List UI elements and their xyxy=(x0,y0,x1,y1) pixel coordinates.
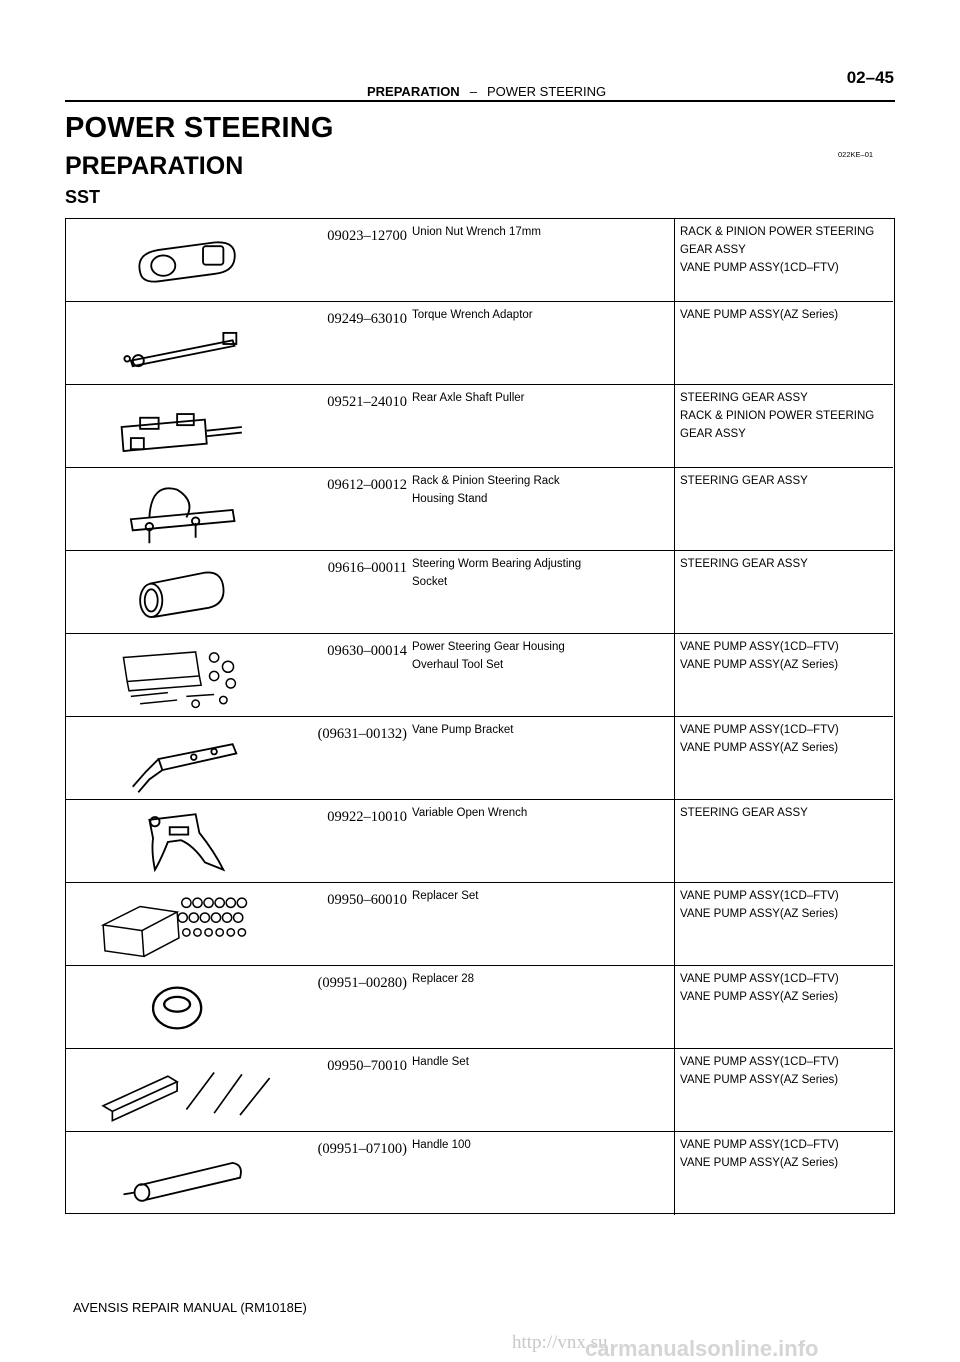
tool-usage xyxy=(680,1053,890,1089)
axle-shaft-puller-icon xyxy=(76,390,306,464)
tool-usage-line: VANE PUMP ASSY(1CD–FTV) xyxy=(680,1139,839,1151)
tool-usage xyxy=(680,721,890,757)
page-number: 02–45 xyxy=(846,68,894,87)
part-number: (09951–07100) xyxy=(317,1141,407,1157)
part-number: 09521–24010 xyxy=(327,394,407,410)
tool-name xyxy=(412,721,667,739)
tool-usage xyxy=(680,223,890,277)
tool-usage xyxy=(680,306,890,324)
tool-usage-line: VANE PUMP ASSY(AZ Series) xyxy=(680,742,839,754)
table-row xyxy=(66,385,893,468)
tool-usage-line: GEAR ASSY xyxy=(680,244,746,256)
part-number: 09922–10010 xyxy=(327,809,407,825)
tool-name-line: Rear Axle Shaft Puller xyxy=(412,392,525,404)
column-divider xyxy=(674,634,675,716)
part-number: 09249–63010 xyxy=(327,311,407,327)
table-row xyxy=(66,717,893,800)
tool-name-line: Torque Wrench Adaptor xyxy=(412,309,533,321)
replacer-ring-icon xyxy=(76,971,306,1045)
overhaul-tool-set-icon xyxy=(76,639,306,713)
tool-name xyxy=(412,887,667,905)
replacer-set-icon xyxy=(76,888,306,962)
section-title: PREPARATION xyxy=(65,152,244,180)
column-divider xyxy=(674,966,675,1048)
tool-name-line: Variable Open Wrench xyxy=(412,807,528,819)
table-row xyxy=(66,219,893,302)
column-divider xyxy=(674,385,675,467)
tool-name xyxy=(412,472,667,508)
tool-usage-line: GEAR ASSY xyxy=(680,428,746,440)
tool-usage-line: STEERING GEAR ASSY xyxy=(680,807,808,819)
table-row xyxy=(66,468,893,551)
header-rule xyxy=(65,100,895,102)
tool-name xyxy=(412,223,667,241)
tool-usage-line: VANE PUMP ASSY(1CD–FTV) xyxy=(680,262,839,274)
tool-usage-line: VANE PUMP ASSY(1CD–FTV) xyxy=(680,724,839,736)
tool-usage-line: VANE PUMP ASSY(AZ Series) xyxy=(680,1074,839,1086)
handle-set-icon xyxy=(76,1054,306,1128)
table-row xyxy=(66,302,893,385)
table-row xyxy=(66,1049,893,1132)
tool-name xyxy=(412,638,667,674)
tool-name xyxy=(412,389,667,407)
tool-usage-line: STEERING GEAR ASSY xyxy=(680,475,808,487)
part-number: 09950–70010 xyxy=(327,1058,407,1074)
table-row xyxy=(66,551,893,634)
tool-usage xyxy=(680,887,890,923)
footer-manual: AVENSIS REPAIR MANUAL (RM1018E) xyxy=(73,1300,307,1315)
tool-name-line: Handle Set xyxy=(412,1056,469,1068)
tool-name-line: Replacer Set xyxy=(412,890,479,902)
header-section: PREPARATION xyxy=(367,84,460,99)
open-wrench-icon xyxy=(76,805,306,879)
tool-usage-line: VANE PUMP ASSY(1CD–FTV) xyxy=(680,641,839,653)
tool-name xyxy=(412,555,667,591)
pump-bracket-icon xyxy=(76,722,306,796)
tool-name-line: Replacer 28 xyxy=(412,973,475,985)
tool-usage-line: STEERING GEAR ASSY xyxy=(680,558,808,570)
tool-name-line: Union Nut Wrench 17mm xyxy=(412,226,541,238)
tool-usage-line: VANE PUMP ASSY(AZ Series) xyxy=(680,908,839,920)
tool-name-line: Vane Pump Bracket xyxy=(412,724,514,736)
doc-code: 022KE–01 xyxy=(838,150,874,159)
watermark-left: http://vnx.su xyxy=(512,1332,608,1353)
tool-usage-line: VANE PUMP ASSY(AZ Series) xyxy=(680,309,839,321)
union-nut-wrench-icon xyxy=(76,224,306,298)
tool-name xyxy=(412,306,667,324)
table-row xyxy=(66,966,893,1049)
housing-stand-icon xyxy=(76,473,306,547)
header-separator: – xyxy=(469,84,477,99)
tool-usage-line: RACK & PINION POWER STEERING xyxy=(680,226,875,238)
part-number: 09630–00014 xyxy=(327,643,407,659)
tool-usage-line: VANE PUMP ASSY(1CD–FTV) xyxy=(680,1056,839,1068)
column-divider xyxy=(674,219,675,301)
tool-usage xyxy=(680,389,890,443)
part-number: 09950–60010 xyxy=(327,892,407,908)
category-title: SST xyxy=(65,187,101,207)
column-divider xyxy=(674,883,675,965)
watermark-right: carmanualsonline.info xyxy=(585,1336,819,1361)
table-row xyxy=(66,634,893,717)
tool-usage-line: VANE PUMP ASSY(AZ Series) xyxy=(680,659,839,671)
column-divider xyxy=(674,551,675,633)
tool-usage xyxy=(680,804,890,822)
tool-name-line: Housing Stand xyxy=(412,493,488,505)
tool-usage-line: VANE PUMP ASSY(AZ Series) xyxy=(680,991,839,1003)
tool-name xyxy=(412,970,667,988)
tool-usage xyxy=(680,555,890,573)
table-row xyxy=(66,800,893,883)
column-divider xyxy=(674,717,675,799)
sst-table xyxy=(65,218,895,1214)
column-divider xyxy=(674,1049,675,1131)
torque-wrench-adaptor-icon xyxy=(76,307,306,381)
header-subsection: POWER STEERING xyxy=(486,84,607,99)
handle-icon xyxy=(76,1137,306,1211)
tool-name-line: Socket xyxy=(412,576,448,588)
table-row xyxy=(66,883,893,966)
tool-usage xyxy=(680,970,890,1006)
column-divider xyxy=(674,800,675,882)
running-head xyxy=(367,84,606,99)
part-number: 09616–00011 xyxy=(327,560,407,576)
part-number: 09023–12700 xyxy=(327,228,407,244)
tool-usage-line: VANE PUMP ASSY(1CD–FTV) xyxy=(680,890,839,902)
page-title: POWER STEERING xyxy=(65,112,334,144)
tool-name-line: Power Steering Gear Housing xyxy=(412,641,565,653)
tool-usage xyxy=(680,1136,890,1172)
tool-name-line: Handle 100 xyxy=(412,1139,471,1151)
table-row xyxy=(66,1132,893,1215)
tool-usage-line: VANE PUMP ASSY(AZ Series) xyxy=(680,1157,839,1169)
tool-usage xyxy=(680,472,890,490)
tool-usage-line: RACK & PINION POWER STEERING xyxy=(680,410,875,422)
column-divider xyxy=(674,1132,675,1215)
tool-usage-line: VANE PUMP ASSY(1CD–FTV) xyxy=(680,973,839,985)
tool-usage-line: STEERING GEAR ASSY xyxy=(680,392,808,404)
part-number: 09612–00012 xyxy=(327,477,407,493)
tool-name xyxy=(412,1053,667,1071)
socket-icon xyxy=(76,556,306,630)
tool-name-line: Steering Worm Bearing Adjusting xyxy=(412,558,582,570)
tool-usage xyxy=(680,638,890,674)
part-number: (09951–00280) xyxy=(317,975,407,991)
tool-name-line: Rack & Pinion Steering Rack xyxy=(412,475,560,487)
tool-name xyxy=(412,804,667,822)
column-divider xyxy=(674,468,675,550)
column-divider xyxy=(674,302,675,384)
tool-name-line: Overhaul Tool Set xyxy=(412,659,504,671)
part-number: (09631–00132) xyxy=(317,726,407,742)
tool-name xyxy=(412,1136,667,1154)
